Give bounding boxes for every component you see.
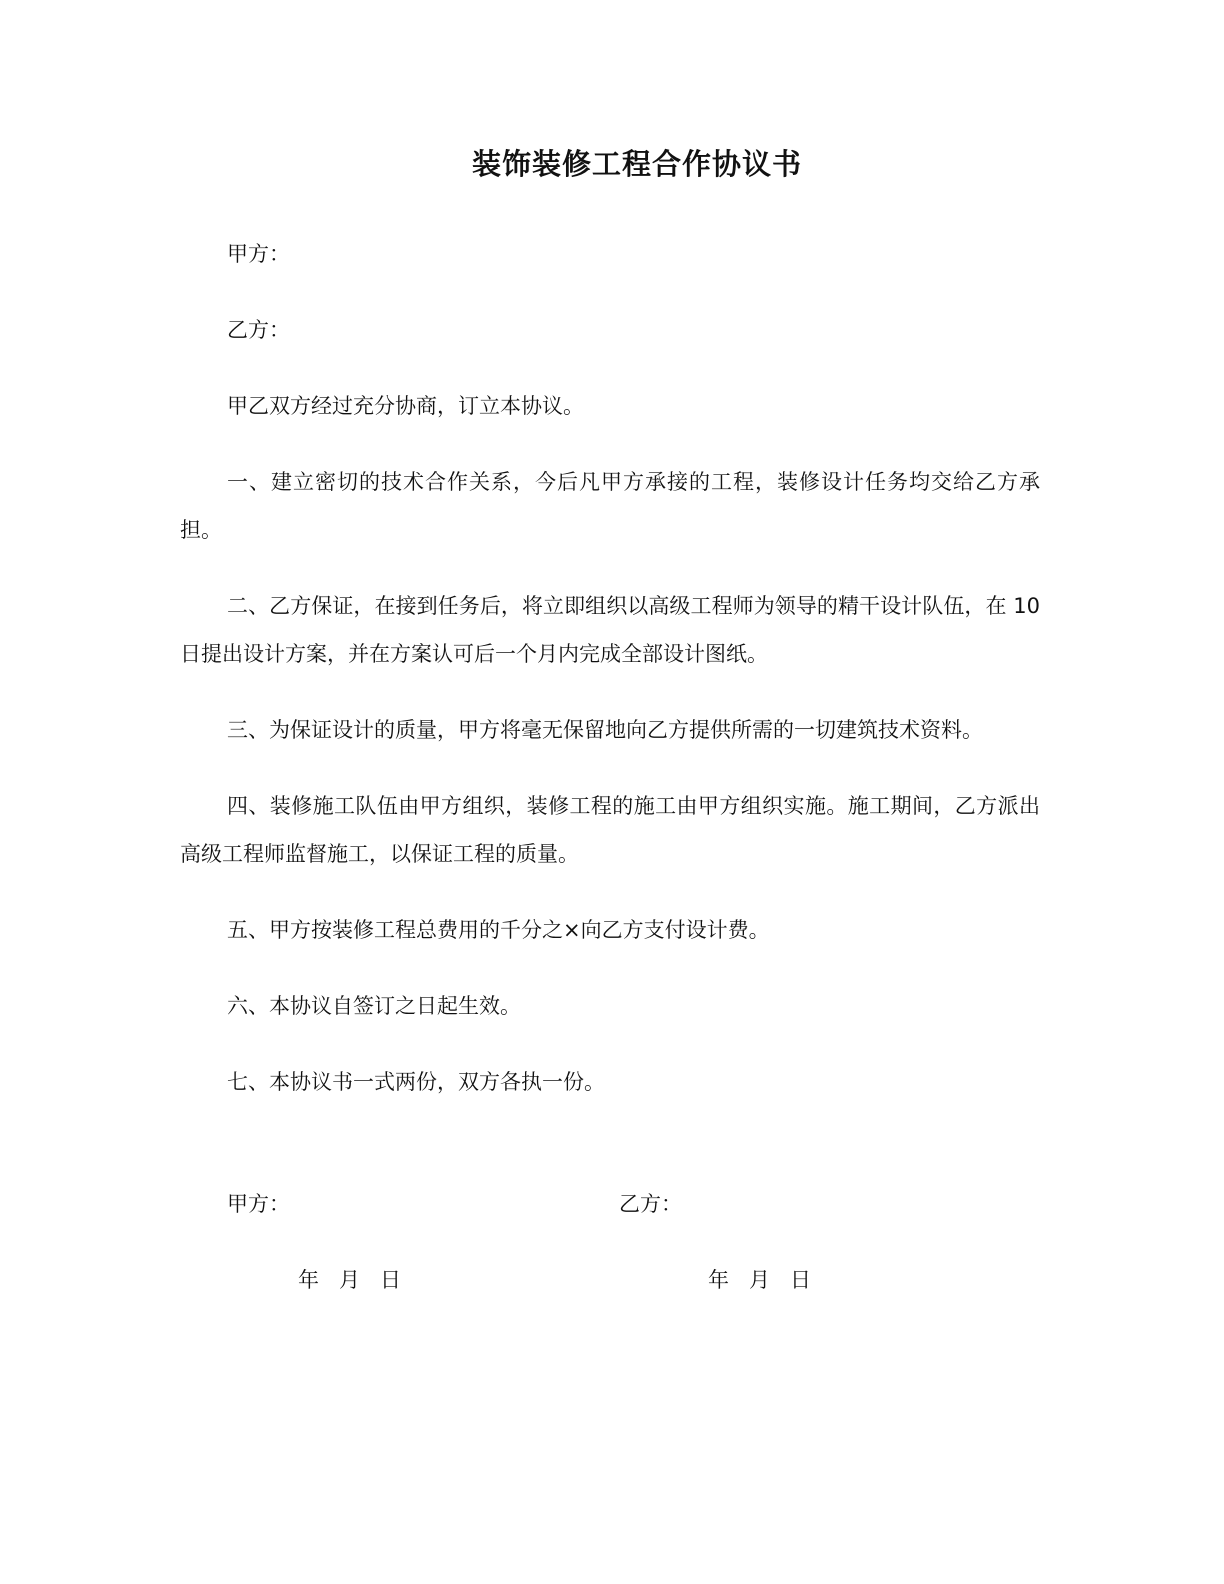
party-a-line: 甲方： bbox=[227, 242, 290, 266]
signature-date-party-b bbox=[708, 1256, 811, 1304]
intro-paragraph: 甲乙双方经过充分协商，订立本协议。 bbox=[227, 394, 584, 418]
clause-2: 二、乙方保证，在接到任务后，将立即组织以高级工程师为领导的精干设计队伍，在 10 日提出设计方案，并在方案认可后一个月内完成全部设计图纸。 bbox=[180, 594, 1040, 666]
date-year: 年 bbox=[298, 1268, 319, 1292]
signature-party-a-label: 甲方： bbox=[227, 1192, 290, 1216]
clause-5: 五、甲方按装修工程总费用的千分之×向乙方支付设计费。 bbox=[227, 918, 770, 942]
signature-date-party-a bbox=[298, 1256, 401, 1304]
date-day: 日 bbox=[790, 1268, 811, 1292]
clause-1: 一、建立密切的技术合作关系，今后凡甲方承接的工程，装修设计任务均交给乙方承担。 bbox=[180, 470, 1040, 542]
date-month: 月 bbox=[339, 1268, 360, 1292]
document-title: 装饰装修工程合作协议书 bbox=[471, 147, 802, 181]
clause-7: 七、本协议书一式两份，双方各执一份。 bbox=[227, 1070, 605, 1094]
date-day: 日 bbox=[380, 1268, 401, 1292]
date-month: 月 bbox=[749, 1268, 770, 1292]
document-body bbox=[180, 230, 1040, 1134]
clause-3: 三、为保证设计的质量，甲方将毫无保留地向乙方提供所需的一切建筑技术资料。 bbox=[227, 718, 983, 742]
party-b-line: 乙方： bbox=[227, 318, 290, 342]
clause-4: 四、装修施工队伍由甲方组织，装修工程的施工由甲方组织实施。施工期间，乙方派出高级工程师监督施工，以保证工程的质量。 bbox=[180, 794, 1040, 866]
clause-6: 六、本协议自签订之日起生效。 bbox=[227, 994, 521, 1018]
signature-party-b-label: 乙方： bbox=[619, 1192, 682, 1216]
date-year: 年 bbox=[708, 1268, 729, 1292]
